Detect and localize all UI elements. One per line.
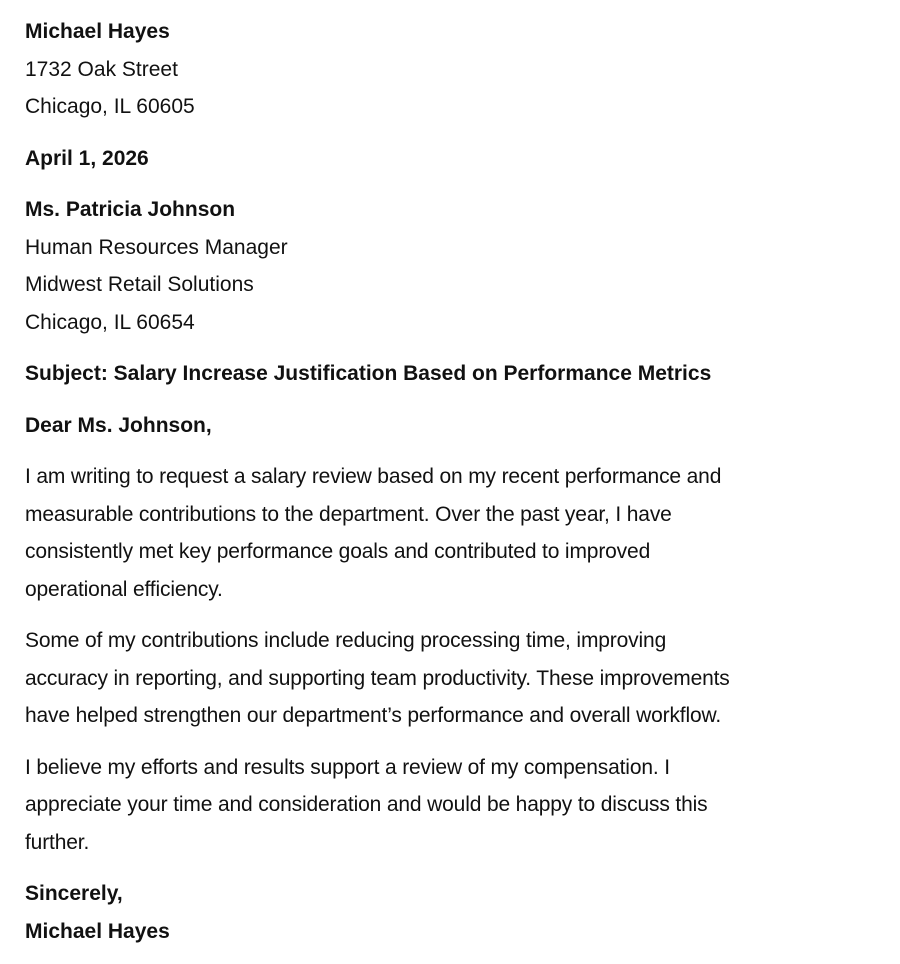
paragraph-line: have helped strengthen our department’s performance and overall workflow. [25, 704, 722, 727]
body-paragraph-3 [25, 749, 865, 862]
subject-block [25, 355, 875, 393]
paragraph-line: operational efficiency. [25, 577, 223, 601]
sender-name: Michael Hayes [25, 20, 170, 43]
sender-city-state-zip: Chicago, IL 60605 [25, 95, 195, 118]
recipient-company: Midwest Retail Solutions [25, 273, 254, 296]
paragraph-line: measurable contributions to the department. Over the past year, I have [25, 502, 672, 526]
paragraph-line: I believe my efforts and results support a review of my compensation. I [25, 755, 670, 779]
paragraph-line: further. [25, 830, 90, 854]
sender-block [25, 13, 875, 126]
closing-block [25, 875, 875, 950]
letter-date: April 1, 2026 [25, 146, 149, 170]
valediction: Sincerely, [25, 882, 123, 905]
subject-line: Subject: Salary Increase Justification Based on Performance Metrics [25, 362, 712, 385]
sender-street: 1732 Oak Street [25, 57, 178, 81]
recipient-block [25, 191, 875, 341]
salutation: Dear Ms. Johnson, [25, 413, 212, 437]
salutation-block [25, 407, 875, 445]
paragraph-line: appreciate your time and consideration and would be happy to discuss this [25, 793, 708, 816]
recipient-name: Ms. Patricia Johnson [25, 198, 236, 221]
recipient-city-state-zip: Chicago, IL 60654 [25, 310, 195, 334]
paragraph-line: I am writing to request a salary review based on my recent performance and [25, 465, 722, 488]
body-paragraph-1 [25, 458, 865, 608]
paragraph-line: consistently met key performance goals and contributed to improved [25, 540, 651, 563]
date-block [25, 140, 875, 178]
signature-name: Michael Hayes [25, 919, 170, 943]
paragraph-line: Some of my contributions include reducing processing time, improving [25, 629, 667, 652]
body-paragraph-2 [25, 622, 865, 735]
recipient-title: Human Resources Manager [25, 235, 288, 259]
paragraph-line: accuracy in reporting, and supporting team productivity. These improvements [25, 666, 730, 690]
